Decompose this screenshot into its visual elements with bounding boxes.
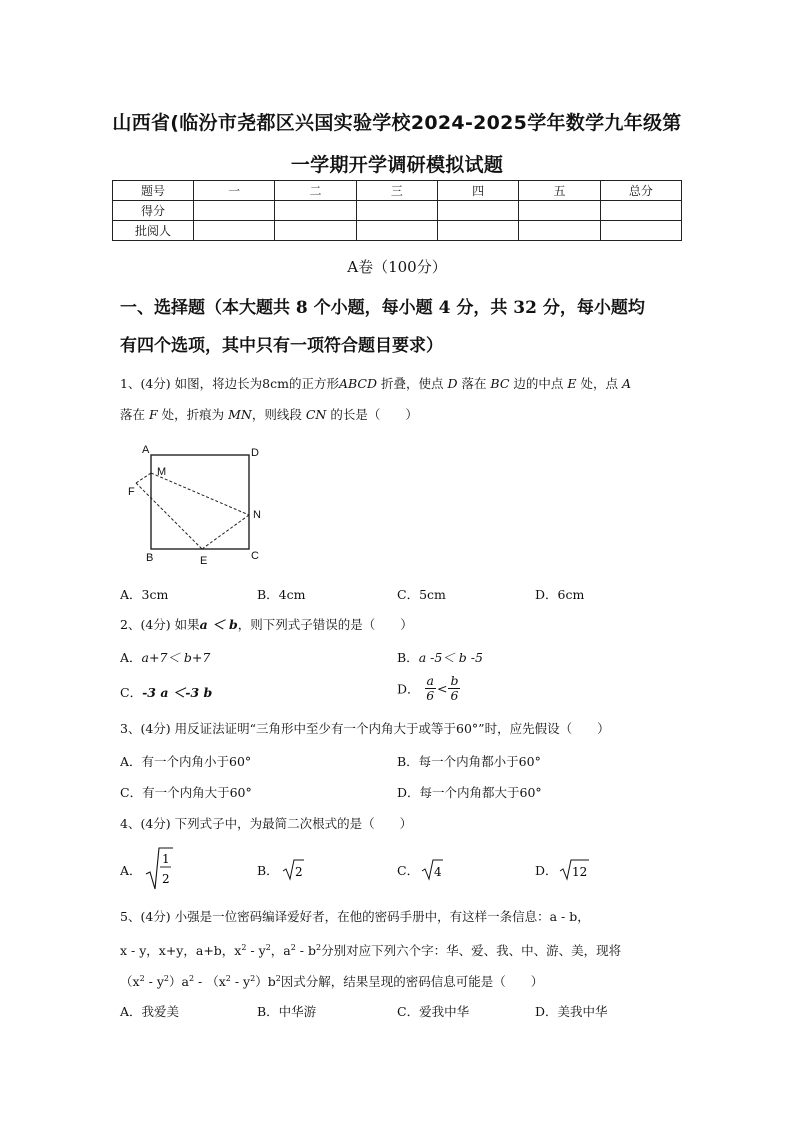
q1-option-d[interactable]: D．6cm [535,587,585,602]
table-row-label: 得分 [113,201,194,221]
q4-sqrt-2 [282,857,306,881]
table-header-cell: 三 [356,181,437,201]
q1-option-a[interactable]: A．3cm [120,587,169,602]
table-row [113,221,682,241]
score-cell[interactable] [275,221,356,241]
question-5-stem-line1: 5、(4分) 小强是一位密码编译爱好者，在他的密码手册中，有这样一条信息：a - b， [120,909,590,924]
score-cell[interactable] [437,201,518,221]
q3-option-b[interactable]: B．每一个内角都小于60° [397,754,541,769]
score-cell[interactable] [356,221,437,241]
q2-option-b[interactable]: B．a -5＜ b -5 [397,650,483,665]
table-header-cell: 五 [519,181,600,201]
score-table [112,180,682,241]
q5-option-d[interactable]: D．美我中华 [535,1004,608,1019]
q4-sqrt-12 [559,857,591,881]
score-cell[interactable] [519,221,600,241]
q5-option-c[interactable]: C．爱我中华 [397,1004,470,1019]
question-1-stem-line2: 落在 F 处，折痕为 MN，则线段 CN 的长是（ ） [120,407,418,422]
score-cell[interactable] [519,201,600,221]
label-c: C [251,550,259,562]
question-5-stem-line3: $(x^2 - y^2)a^2 - (x^2 - y^2)b^2$因式分解，结果呈现的密码信息可能是（ ） [120,974,544,990]
q2-option-a[interactable]: A．a+7＜ b+7 [120,650,211,665]
segment-fe [136,483,202,549]
score-cell[interactable] [194,221,275,241]
fold-line-mn [151,473,249,515]
fraction-a-over-6: $\frac{a}{6}$ [426,673,435,703]
label-d: D [251,447,259,459]
radicand-numerator: 1 [162,852,170,866]
question-3-stem: 3、(4分) 用反证法证明“三角形中至少有一个内角大于或等于60°”时，应先假设（ ） [120,721,610,736]
label-n: N [253,509,261,521]
q4-sqrt-half [145,846,175,892]
q5-option-b[interactable]: B．中华游 [257,1004,317,1019]
q5-option-a[interactable]: A．我爱美 [120,1004,180,1019]
radicand: 12 [572,865,588,879]
page-title-line2: 一学期开学调研模拟试题 [290,154,504,176]
q4-option-d-label[interactable]: D． [535,863,558,878]
q1-option-b[interactable]: B．4cm [257,587,306,602]
question-5-stem-line2: x - y，x+y，a+b，$x^2 - y^2$，$a^2 - b^2$分别对应下列六个字：华、爱、我、中、游、美，现将 [120,943,622,959]
label-b: B [146,552,154,564]
segment-en [202,515,249,549]
q2-option-c[interactable]: C．-3 a ＜-3 b [120,685,213,700]
table-row [113,181,682,201]
section-one-heading-line1: 一、选择题（本大题共 8 个小题，每小题 4 分，共 32 分，每小题均 [120,298,645,318]
fraction-b-over-6: $\frac{b}{6}$ [450,673,459,703]
label-a: A [142,444,150,456]
table-header-cell: 一 [194,181,275,201]
q2-option-d[interactable]: D． $\frac{a}{6}$ < $\frac{b}{6}$ [397,673,459,703]
square-fold-figure [120,440,280,570]
q3-option-d[interactable]: D．每一个内角都大于60° [397,785,542,800]
radicand: 4 [434,865,442,879]
q4-option-a-label[interactable]: A． [120,863,142,878]
question-4-stem: 4、(4分) 下列式子中，为最简二次根式的是（ ） [120,816,413,831]
table-header-cell: 二 [275,181,356,201]
score-cell[interactable] [600,221,681,241]
score-cell[interactable] [356,201,437,221]
q3-option-c[interactable]: C．有一个内角大于60° [120,785,252,800]
table-header-cell: 题号 [113,181,194,201]
table-header-cell: 四 [437,181,518,201]
table-header-cell: 总分 [600,181,681,201]
score-cell[interactable] [194,201,275,221]
question-1-stem-line1: 1、(4分) 如图，将边长为8cm的正方形ABCD 折叠，使点 D 落在 BC 边的中点 E 处，点 A [120,376,631,391]
label-e: E [200,555,208,567]
radicand: 2 [295,865,303,879]
page-title-line1: 山西省(临汾市尧都区兴国实验学校2024-2025学年数学九年级第 [112,112,682,134]
section-a-heading: A卷（100分） [347,258,447,276]
table-row-label: 批阅人 [113,221,194,241]
segment-mf [136,473,151,483]
table-row [113,201,682,221]
question-2-stem: 2、(4分) 如果a ＜ b，则下列式子错误的是（ ） [120,617,413,632]
radicand-denominator: 2 [162,872,170,886]
score-cell[interactable] [600,201,681,221]
score-cell[interactable] [275,201,356,221]
q4-option-c-label[interactable]: C． [397,863,420,878]
q4-sqrt-4 [421,857,445,881]
label-m: M [157,466,167,478]
q4-option-b-label[interactable]: B． [257,863,279,878]
score-cell[interactable] [437,221,518,241]
q1-option-c[interactable]: C．5cm [397,587,446,602]
q3-option-a[interactable]: A．有一个内角小于60° [120,754,252,769]
section-one-heading-line2: 有四个选项，其中只有一项符合题目要求） [120,336,443,356]
label-f: F [128,486,135,498]
